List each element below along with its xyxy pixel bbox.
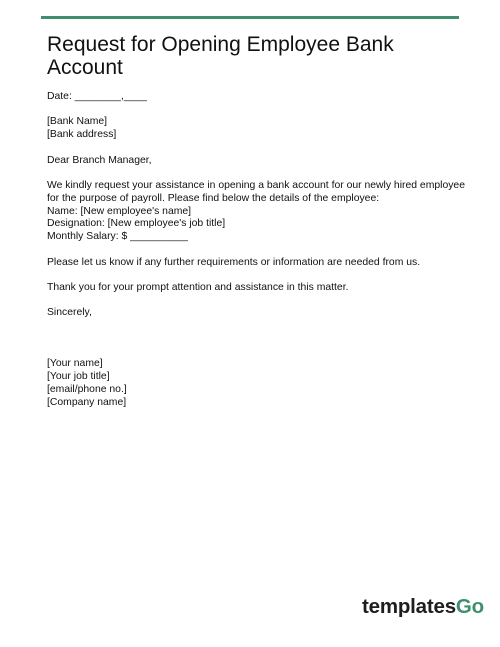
logo-text-go: Go [455, 595, 484, 618]
signature-contact: [email/phone no.] [47, 383, 127, 395]
salutation: Dear Branch Manager, [47, 154, 152, 166]
logo-text-templates: templates [362, 595, 456, 618]
signature-company: [Company name] [47, 396, 127, 408]
document-title: Request for Opening Employee Bank Account [47, 33, 394, 79]
document-body [47, 91, 465, 409]
top-accent-rule [41, 16, 459, 19]
paragraph-1-line-1: We kindly request your assistance in opening a bank account for our newly hired employee [47, 179, 465, 191]
paragraph-1-line-2: for the purpose of payroll. Please find below the details of the employee: [47, 192, 380, 204]
employee-name-line: Name: [New employee's name] [47, 205, 192, 217]
employee-designation-line: Designation: [New employee's job title] [47, 218, 226, 230]
date-line: Date: ________,____ [47, 91, 147, 102]
bank-name: [Bank Name] [47, 116, 108, 128]
paragraph-2: Please let us know if any further requirements or information are needed from us. [47, 256, 421, 268]
paragraph-3: Thank you for your prompt attention and assistance in this matter. [47, 281, 349, 293]
signature-title: [Your job title] [47, 370, 110, 382]
signature-name: [Your name] [47, 358, 103, 370]
closing: Sincerely, [47, 307, 92, 319]
templatesgo-logo [362, 594, 484, 620]
bank-address: [Bank address] [47, 129, 117, 141]
employee-salary-line: Monthly Salary: $ __________ [47, 231, 188, 243]
